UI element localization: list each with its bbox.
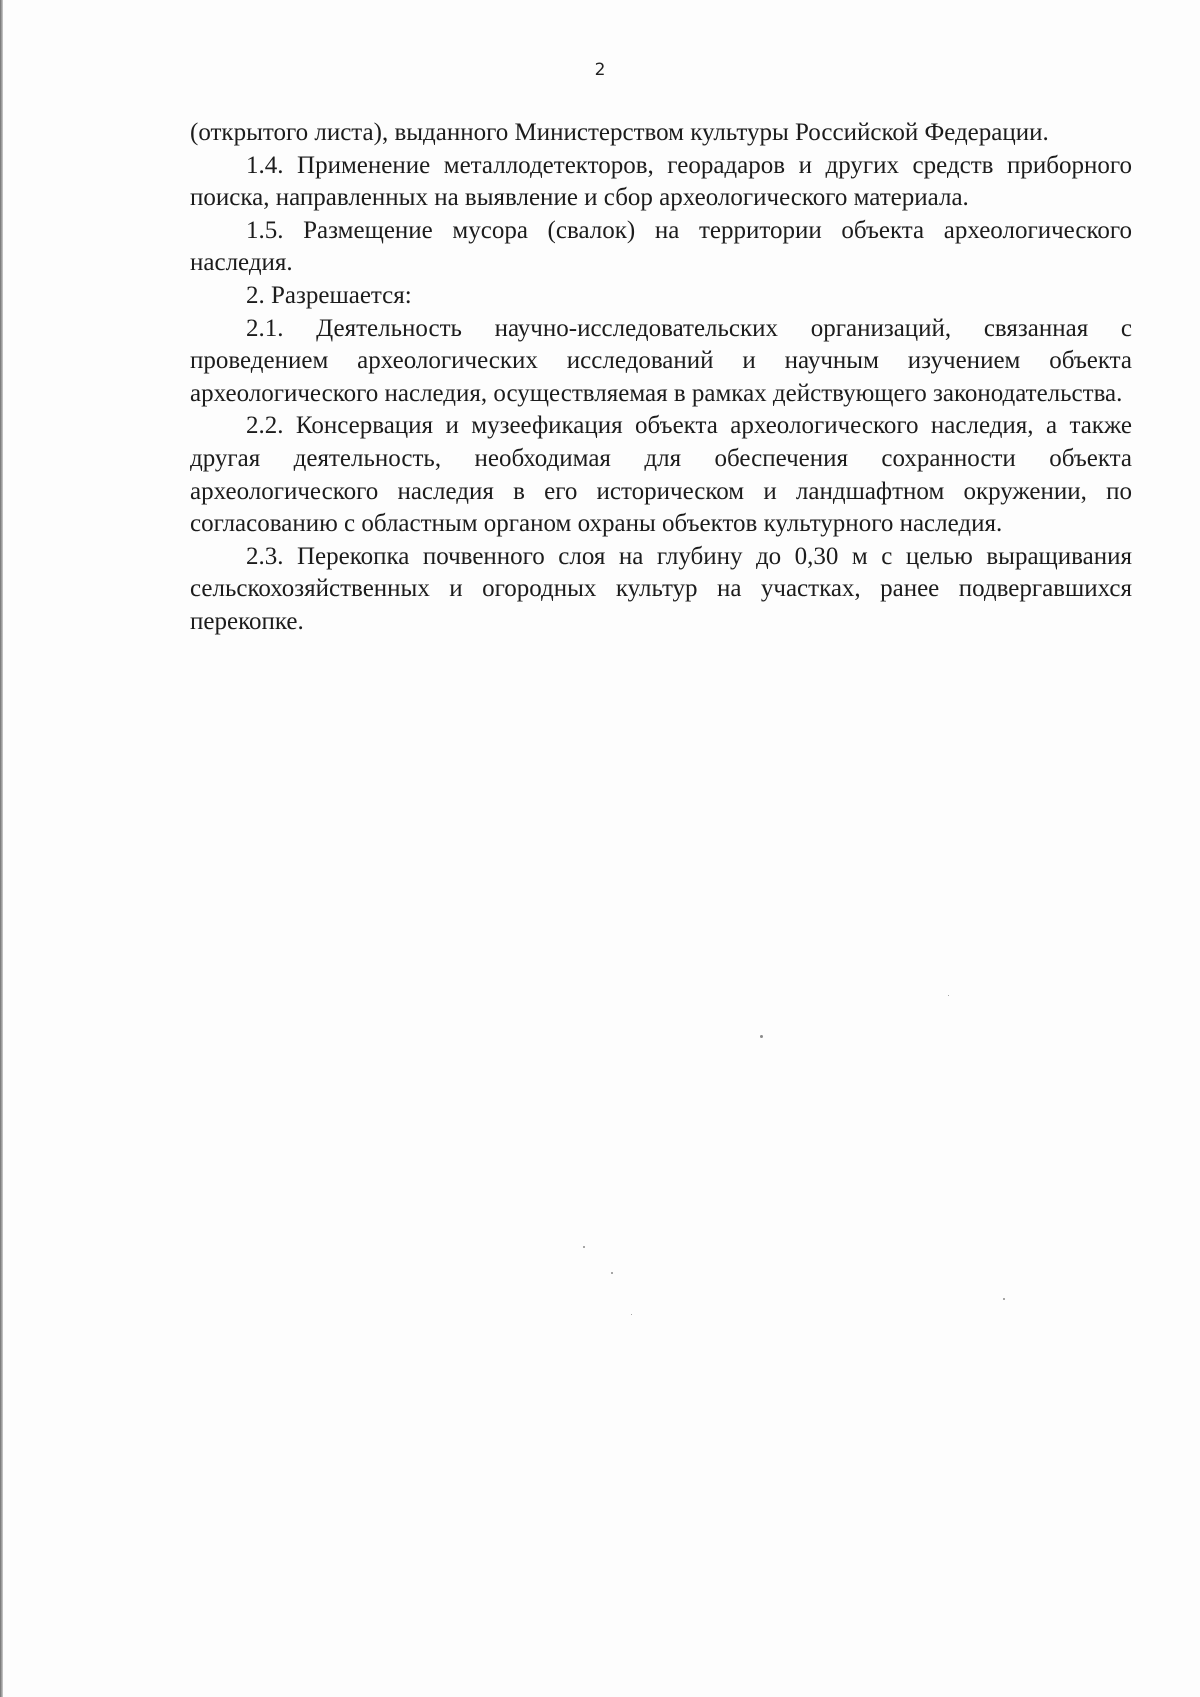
scan-speck bbox=[611, 1272, 613, 1274]
document-body bbox=[190, 117, 1132, 639]
paragraph-item-2-3: 2.3. Перекопка почвенного слоя на глубину до 0,30 м с целью выращивания сельскохозяйственных и огородных культур на участках, ранее подвергавшихся перекопке. bbox=[190, 542, 1132, 635]
scan-speck bbox=[1003, 1298, 1005, 1300]
paragraph-item-1-4: 1.4. Применение металлодетекторов, георадаров и других средств приборного поиска, направленных на выявление и сбор археологического материала. bbox=[190, 151, 1132, 212]
scan-speck bbox=[631, 1314, 632, 1315]
scan-speck bbox=[760, 1035, 763, 1038]
paragraph-item-1-5: 1.5. Размещение мусора (свалок) на территории объекта археологического наследия. bbox=[190, 216, 1132, 277]
paragraph-item-2-1: 2.1. Деятельность научно-исследовательских организаций, связанная с проведением археологических исследований и научным изучением объекта археологического наследия, осуществляемая в рамках действующего законодательства. bbox=[190, 314, 1132, 407]
scan-edge-shadow bbox=[0, 0, 3, 1697]
scan-speck bbox=[583, 1246, 585, 1248]
page-number: 2 bbox=[594, 60, 606, 80]
paragraph-section-2-heading: 2. Разрешается: bbox=[246, 281, 412, 309]
scan-speck bbox=[948, 995, 949, 996]
paragraph-item-2-2: 2.2. Консервация и музеефикация объекта археологического наследия, а также другая деятельность, необходимая для обеспечения сохранности объекта археологического наследия в его историческом и ландшафтном окружении, по согласованию с областным органом охраны объектов культурного наследия. bbox=[190, 412, 1132, 538]
paragraph-continuation: (открытого листа), выданного Министерством культуры Российской Федерации. bbox=[190, 119, 1049, 146]
